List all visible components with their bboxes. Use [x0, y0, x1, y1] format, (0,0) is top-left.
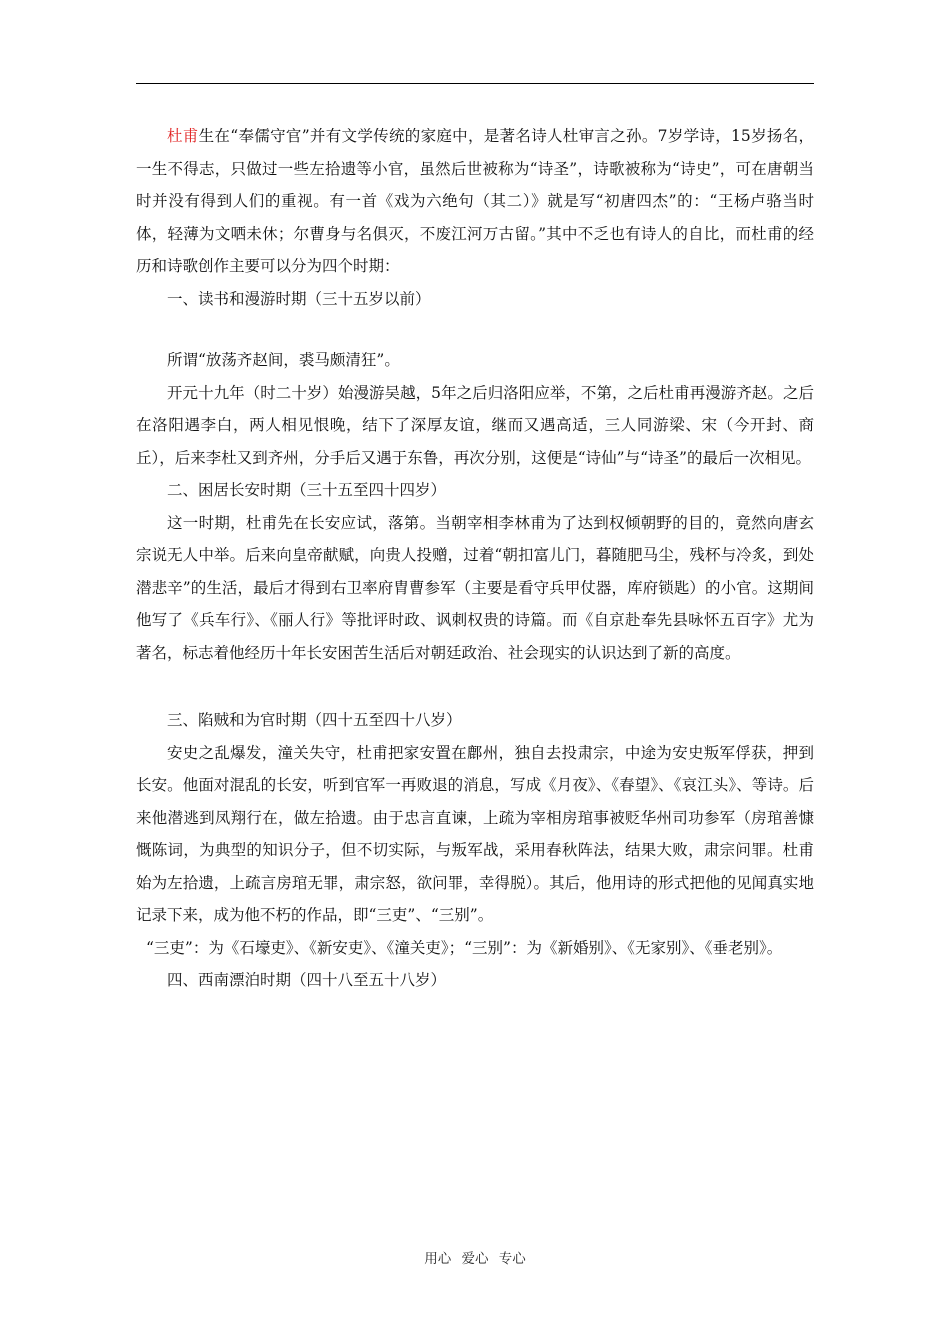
section-heading-3: 三、陷贼和为官时期（四十五至四十八岁）	[167, 711, 462, 729]
section-heading-2: 二、困居长安时期（三十五至四十四岁）	[167, 481, 447, 499]
section1-quote: 所谓“放荡齐赵间，裘马颇清狂”。	[167, 351, 400, 369]
section-heading-1: 一、读书和漫游时期（三十五岁以前）	[167, 289, 431, 308]
section3-summary: “三吏”：为《石壕吏》、《新安吏》、《潼关吏》；“三别”：为《新婚别》、《无家别》、《垂老别》。	[146, 938, 783, 957]
document-body	[136, 120, 814, 997]
section1-paragraph: 开元十九年（时二十岁）始漫游吴越，5年之后归洛阳应举，不第，之后杜甫再漫游齐赵。之后在洛阳遇李白，两人相见恨晚，结下了深厚友谊，继而又遇高适，三人同游梁、宋（今开封、商丘），后来李杜又到齐州，分手后又遇于东鲁，再次分别，这便是“诗仙”与“诗圣”的最后一次相见。	[136, 383, 814, 467]
section3-paragraph: 安史之乱爆发，潼关失守，杜甫把家安置在鄜州，独自去投肃宗，中途为安史叛军俘获，押到长安。他面对混乱的长安，听到官军一再败退的消息，写成《月夜》、《春望》、《哀江头》、等诗。后来他潜逃到凤翔行在，做左拾遗。由于忠言直谏，上疏为宰相房琯事被贬华州司功参军（房琯善慷慨陈词，为典型的知识分子，但不切实际，与叛军战，采用春秋阵法，结果大败，肃宗问罪。杜甫始为左拾遗，上疏言房琯无罪，肃宗怒，欲问罪，幸得脱）。其后，他用诗的形式把他的见闻真实地记录下来，成为他不朽的作品，即“三吏”、“三别”。	[136, 743, 814, 924]
section-heading-4: 四、西南漂泊时期（四十八至五十八岁）	[167, 971, 447, 989]
page-footer: 用心 爱心 专心	[424, 1251, 526, 1267]
header-rule	[136, 83, 814, 84]
intro-text: 生在“奉儒守官”并有文学传统的家庭中，是著名诗人杜审言之孙。7岁学诗，15岁扬名，一生不得志，只做过一些左拾遗等小官，虽然后世被称为“诗圣”，诗歌被称为“诗史”，可在唐朝当时并没有得到人们的重视。有一首《戏为六绝句（其二）》就是写“初唐四杰”的：“王杨卢骆当时体，轻薄为文哂未休；尔曹身与名俱灭，不废江河万古留。”其中不乏也有诗人的自比，而杜甫的经历和诗歌创作主要可以分为四个时期：	[136, 127, 814, 275]
highlighted-name: 杜甫	[167, 127, 199, 145]
intro-paragraph	[136, 120, 814, 283]
section2-paragraph: 这一时期，杜甫先在长安应试，落第。当朝宰相李林甫为了达到权倾朝野的目的，竟然向唐玄宗说无人中举。后来向皇帝献赋，向贵人投赠，过着“朝扣富儿门，暮随肥马尘，残杯与冷炙，到处潜悲辛”的生活，最后才得到右卫率府胄曹参军（主要是看守兵甲仗器，库府锁匙）的小官。这期间他写了《兵车行》、《丽人行》等批评时政、讽刺权贵的诗篇。而《自京赴奉先县咏怀五百字》尤为著名，标志着他经历十年长安困苦生活后对朝廷政治、社会现实的认识达到了新的高度。	[136, 513, 814, 662]
